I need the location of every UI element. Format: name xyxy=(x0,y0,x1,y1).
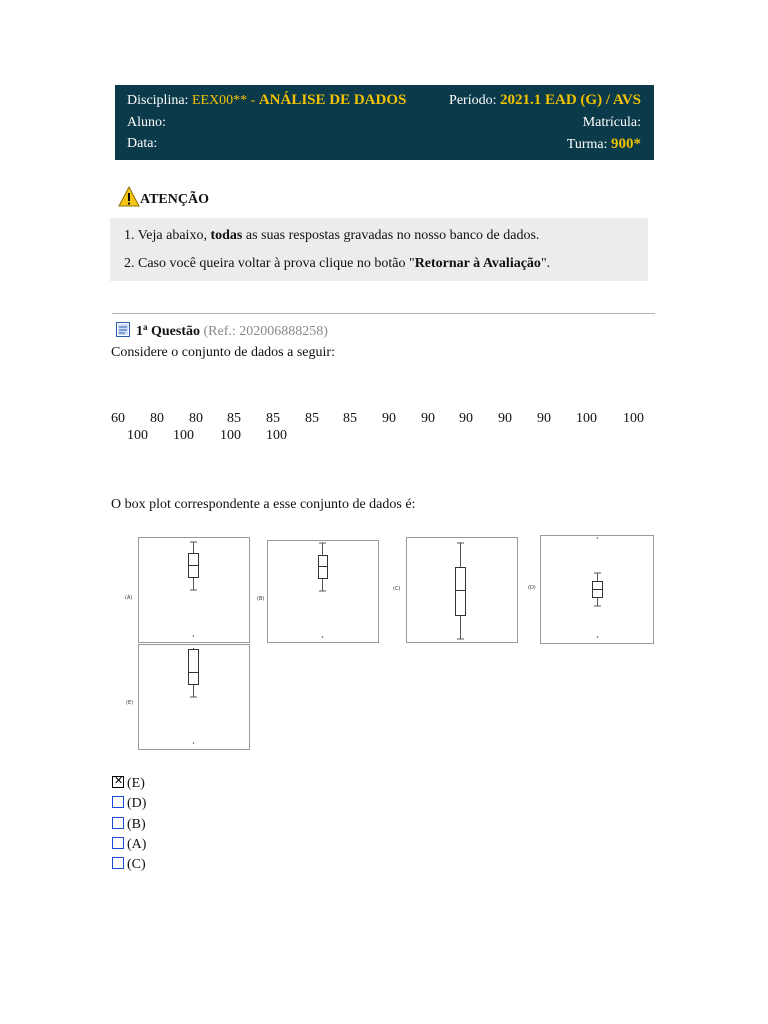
boxplot-label-a: (A) xyxy=(125,595,133,601)
question-ordinal: a xyxy=(143,322,148,332)
section-divider xyxy=(112,313,655,314)
disciplina-name: ANÁLISE DE DADOS xyxy=(258,92,407,108)
attention-title: ATENÇÃO xyxy=(140,192,209,207)
notice-item-2-suffix: ". xyxy=(540,256,551,271)
data-value: 100 xyxy=(266,428,287,443)
periodo-value: 2021.1 EAD (G) / AVS xyxy=(500,92,641,108)
checkbox-icon[interactable] xyxy=(112,837,124,849)
data-value: 90 xyxy=(459,411,473,426)
answer-option-label: (C) xyxy=(127,857,146,872)
data-value: 90 xyxy=(382,411,396,426)
checkbox-icon[interactable] xyxy=(112,817,124,829)
data-value: 100 xyxy=(173,428,194,443)
notice-item-1-prefix: 1. Veja abaixo, xyxy=(124,228,211,243)
answer-option-label: (E) xyxy=(127,776,145,791)
answer-option-label: (D) xyxy=(127,796,147,811)
checkbox-icon[interactable] xyxy=(112,796,124,808)
aluno-label: Aluno: xyxy=(127,115,166,130)
data-value: 85 xyxy=(266,411,280,426)
disciplina-label: Disciplina: xyxy=(127,93,189,108)
boxplot-option-b xyxy=(256,540,380,644)
data-value: 90 xyxy=(498,411,512,426)
notice-item-2-prefix: 2. Caso você queira voltar à prova clique no botão " xyxy=(124,256,415,271)
data-value: 100 xyxy=(127,428,148,443)
notice-item-1-bold: todas xyxy=(210,228,243,243)
disciplina-code: EEX00** xyxy=(191,93,248,108)
document-icon xyxy=(116,322,130,337)
boxplot-option-c xyxy=(392,537,519,644)
boxplot-option-a xyxy=(122,537,252,645)
notice-item-2-bold: Retornar à Avaliação xyxy=(414,256,541,271)
data-value: 80 xyxy=(150,411,164,426)
warning-icon xyxy=(118,186,140,208)
question-number: 1 xyxy=(136,324,143,339)
answer-option-e[interactable] xyxy=(112,776,145,794)
question-header xyxy=(116,322,328,340)
data-value: 100 xyxy=(623,411,644,426)
data-value: 85 xyxy=(305,411,319,426)
data-value: 60 xyxy=(111,411,125,426)
boxplot-label-e: (E) xyxy=(126,700,134,706)
data-value: 100 xyxy=(576,411,597,426)
answer-option-label: (A) xyxy=(127,837,147,852)
data-value: 90 xyxy=(421,411,435,426)
notice-item-1 xyxy=(124,228,539,244)
checked-checkbox-icon[interactable]: ✕ xyxy=(114,774,124,787)
boxplot-option-d xyxy=(527,535,655,645)
data-value: 85 xyxy=(227,411,241,426)
checkbox-icon[interactable] xyxy=(112,857,124,869)
data-label: Data: xyxy=(127,136,158,151)
boxplot-label-d: (D) xyxy=(528,585,536,591)
notice-item-2 xyxy=(124,256,550,272)
answer-option-label: (B) xyxy=(127,817,146,832)
boxplot-label-c: (C) xyxy=(393,586,401,592)
answer-option-a[interactable] xyxy=(112,837,146,855)
answer-option-c[interactable] xyxy=(112,857,146,875)
question-word: Questão xyxy=(151,324,200,339)
notice-box xyxy=(110,218,648,281)
turma-label: Turma: xyxy=(566,137,608,152)
data-values-row-2 xyxy=(127,428,307,448)
data-value: 90 xyxy=(537,411,551,426)
question-prompt: O box plot correspondente a esse conjunto de dados é: xyxy=(111,497,416,512)
answer-option-d[interactable] xyxy=(112,796,146,814)
boxplot-label-b: (B) xyxy=(257,596,265,602)
notice-item-1-suffix: as suas respostas gravadas no nosso banco de dados. xyxy=(242,228,540,243)
turma-value: 900* xyxy=(611,136,641,152)
boxplot-option-e xyxy=(122,644,252,752)
course-header xyxy=(115,85,654,160)
periodo-label: Período: xyxy=(449,93,497,108)
answer-option-b[interactable] xyxy=(112,817,146,835)
data-value: 100 xyxy=(220,428,241,443)
data-value: 80 xyxy=(189,411,203,426)
disciplina-separator: - xyxy=(247,93,259,108)
question-statement: Considere o conjunto de dados a seguir: xyxy=(111,345,335,360)
data-value: 85 xyxy=(343,411,357,426)
matricula-label: Matrícula: xyxy=(582,115,641,130)
question-ref: (Ref.: 202006888258) xyxy=(203,324,328,339)
